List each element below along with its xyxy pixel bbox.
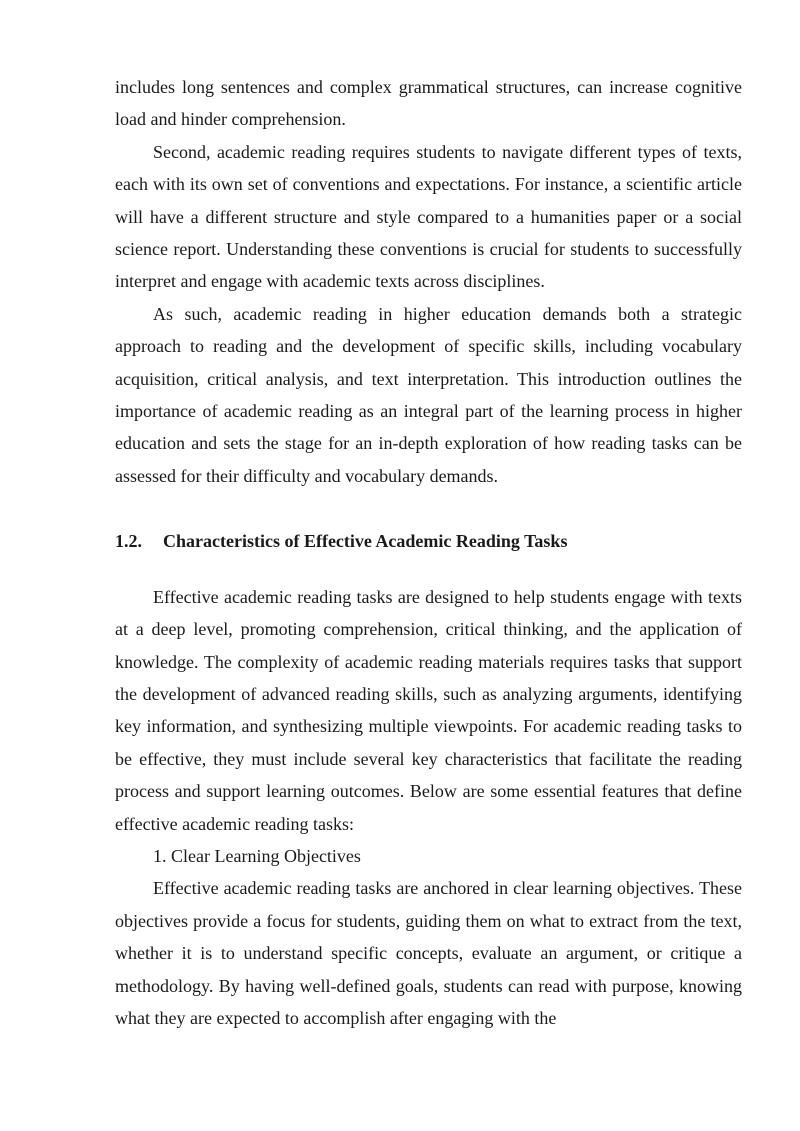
section-heading <box>115 525 742 557</box>
paragraph-learning-objectives: Effective academic reading tasks are anchored in clear learning objectives. These objectives provide a focus for students, guiding them on what to extract from the text, whether it is to understand specific concepts, evaluate an argument, or critique a methodology. By having well-defined goals, students can read with purpose, knowing what they are expected to accomplish after engaging with the <box>115 878 742 1028</box>
spacer <box>115 558 742 581</box>
paragraph-continuation: includes long sentences and complex grammatical structures, can increase cognitive load and hinder comprehension. <box>115 77 742 130</box>
paragraph-introduction-summary: As such, academic reading in higher education demands both a strategic approach to reading and the development of specific skills, including vocabulary acquisition, critical analysis, and text interpretation. This introduction outlines the importance of academic reading as an integral part of the learning process in higher education and sets the stage for an in-depth exploration of how reading tasks can be assessed for their difficulty and vocabulary demands. <box>115 303 742 486</box>
paragraph-text-types: Second, academic reading requires students to navigate different types of texts, each with its own set of conventions and expectations. For instance, a scientific article will have a different structure and style compared to a humanities paper or a social science report. Understanding these conventions is crucial for students to successfully interpret and engage with academic texts across disciplines. <box>115 141 742 292</box>
section-number: 1.2. <box>115 531 142 552</box>
paragraph-effective-tasks: Effective academic reading tasks are designed to help students engage with texts at a deep level, promoting comprehension, critical thinking, and the application of knowledge. The complexity of academic reading materials requires tasks that support the development of advanced reading skills, such as analyzing arguments, identifying key information, and synthesizing multiple viewpoints. For academic reading tasks to be effective, they must include several key characteristics that facilitate the reading process and support learning outcomes. Below are some essential features that define effective academic reading tasks: <box>115 586 742 834</box>
spacer <box>115 492 742 525</box>
document-page <box>115 71 742 1034</box>
list-item-heading: 1. Clear Learning Objectives <box>153 845 361 866</box>
section-title: Characteristics of Effective Academic Reading Tasks <box>163 531 568 552</box>
